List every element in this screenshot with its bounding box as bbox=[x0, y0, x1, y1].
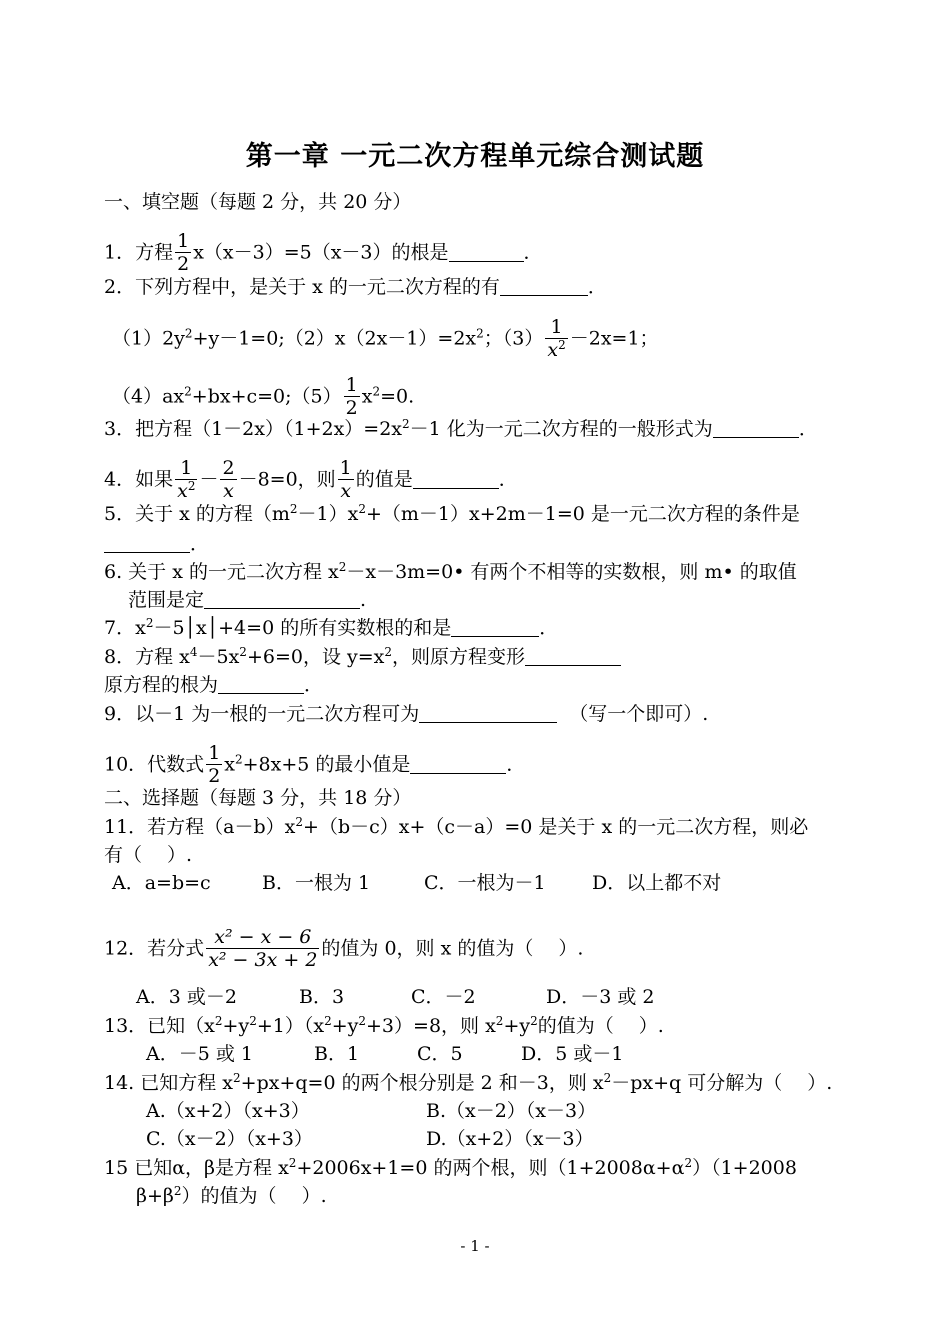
question-1: 1．方程 $\frac{1}{2}$ x（x－3）=5（x－3）的根是 ． bbox=[104, 230, 543, 275]
question-6-continued: 范围是定 . bbox=[128, 589, 367, 611]
question-14: 14. 已知方程 $x^2+px+q=0$ 的两个根分别是 2 和－3，则 $x^2-px+q$ 可分解为（ ）. bbox=[104, 1071, 833, 1094]
question-9: 9．以－1 为一根的一元二次方程可为 （写一个即可）. bbox=[104, 703, 709, 725]
question-2-options-line2: $(4)ax^2+bx+c=0;(5)$ $\frac{1}{2}$ $x^2=0$. bbox=[112, 374, 415, 419]
fraction: $\frac{1}{2}$ bbox=[208, 742, 221, 787]
question-12-options bbox=[136, 985, 655, 1009]
question-11-options bbox=[112, 871, 721, 895]
answer-blank bbox=[713, 419, 799, 438]
question-2-options-line1: $(1)2y^2+y-1=0;(2)x(2x-1)=2x^2$；（3） $\frac{1}{x^2}$ －2x=1； bbox=[112, 316, 659, 361]
section-fill-blank-heading: 一、填空题（每题 2 分，共 20 分） bbox=[104, 191, 412, 213]
question-8-continued: 原方程的根为 ． bbox=[104, 674, 324, 696]
fraction: $\frac{\text{x² − x − 6}}{\text{x² − 3x + 2}}$ bbox=[208, 926, 318, 971]
answer-blank bbox=[525, 647, 621, 666]
question-15: 15 已知α，β是方程 $x^2+2006x+1=0$ 的两个根，则$(1+2008\alpha+\alpha^2)(1+2008$ bbox=[104, 1156, 797, 1179]
answer-blank bbox=[413, 470, 499, 489]
question-7: 7．$x^2-5│x│+4=0$ 的所有实数根的和是 ． bbox=[104, 616, 559, 639]
question-5-continued: ． bbox=[104, 532, 209, 556]
option-a[interactable]: A．－5 或 1 bbox=[146, 1043, 253, 1065]
answer-blank bbox=[410, 755, 506, 774]
option-c[interactable]: C．一根为－1 bbox=[424, 872, 546, 894]
question-4: 4．如果 $\frac{1}{x^2}$ － $\frac{2}{x}$ －8=0，则 $\frac{1}{x}$ 的值是 ． bbox=[104, 457, 518, 502]
question-11: 11．若方程$(a-b)x^2+(b-c)x+(c-a)=0$ 是关于 x 的一元二次方程，则必 bbox=[104, 815, 809, 838]
option-b[interactable]: B．3 bbox=[299, 986, 345, 1008]
option-b[interactable]: B．1 bbox=[314, 1043, 360, 1065]
option-d[interactable]: D.（x+2）（x－3） bbox=[426, 1128, 594, 1150]
section-multiple-choice-heading: 二、选择题（每题 3 分，共 18 分） bbox=[104, 787, 412, 809]
option-a[interactable]: A．3 或－2 bbox=[136, 986, 237, 1008]
question-3: 3．把方程$(1-2x)(1+2x)=2x^2-1$ 化为一元二次方程的一般形式为 ． bbox=[104, 417, 818, 440]
option-a[interactable]: A.（x+2）（x+3） bbox=[146, 1100, 310, 1122]
answer-blank bbox=[500, 277, 588, 296]
option-d[interactable]: D．－3 或 2 bbox=[546, 986, 655, 1008]
option-d[interactable]: D．以上都不对 bbox=[592, 872, 722, 894]
fraction: $\frac{2}{x}$ bbox=[222, 457, 235, 502]
fraction: $\frac{1}{x^2}$ bbox=[177, 457, 196, 502]
answer-blank bbox=[218, 675, 304, 694]
fraction: $\frac{1}{2}$ bbox=[177, 230, 190, 275]
question-13-options bbox=[146, 1042, 623, 1066]
question-11-continued: 有（ ）. bbox=[104, 844, 193, 866]
option-c[interactable]: C．5 bbox=[417, 1043, 463, 1065]
question-12: 12．若分式 $\frac{\text{x² − x − 6}}{\text{x² − 3x + 2}}$ 的值为 0，则 x 的值为（ ）. bbox=[104, 926, 584, 971]
page-title: 第一章 一元二次方程单元综合测试题 bbox=[245, 141, 705, 172]
question-5: 5．关于 x 的方程$(m^2-1)x^2+(m-1)x+2m-1=0$ 是一元二次方程的条件是 bbox=[104, 502, 800, 525]
question-8: 8．方程 $x^4-5x^2+6=0$，设 $y=x^2$，则原方程变形 bbox=[104, 645, 621, 669]
option-a[interactable]: A．a=b=c bbox=[112, 872, 211, 894]
option-b[interactable]: B.（x－2）（x－3） bbox=[426, 1100, 597, 1122]
question-15-continued: $\beta+\beta^2$）的值为（ ）. bbox=[136, 1184, 327, 1207]
question-6: 6. 关于 x 的一元二次方程 $x^2-x-3m=0•$ 有两个不相等的实数根，则 m• 的取值 bbox=[104, 560, 797, 583]
answer-blank bbox=[451, 618, 539, 637]
answer-blank bbox=[104, 534, 190, 553]
answer-blank bbox=[449, 243, 524, 262]
question-13: 13．已知$(x^2+y^2+1)(x^2+y^2+3)=8$，则 $x^2+y^2$的值为（ ）. bbox=[104, 1014, 664, 1037]
question-10: 10．代数式 $\frac{1}{2}$ $x^2+8x+5$ 的最小值是 ． bbox=[104, 742, 526, 787]
question-14-options-line1 bbox=[146, 1099, 596, 1123]
question-14-options-line2 bbox=[146, 1127, 594, 1151]
answer-blank bbox=[204, 590, 360, 609]
fraction: $\frac{1}{2}$ bbox=[345, 374, 358, 419]
fraction: $\frac{1}{x^2}$ bbox=[547, 316, 566, 361]
answer-blank bbox=[419, 704, 557, 723]
option-b[interactable]: B．一根为 1 bbox=[262, 872, 371, 894]
question-2: 2．下列方程中，是关于 x 的一元二次方程的有 ． bbox=[104, 276, 607, 298]
option-c[interactable]: C.（x－2）（x+3） bbox=[146, 1128, 313, 1150]
option-d[interactable]: D．5 或－1 bbox=[521, 1043, 624, 1065]
page-number: - 1 - bbox=[460, 1237, 490, 1255]
fraction: $\frac{1}{x}$ bbox=[339, 457, 352, 502]
option-c[interactable]: C．－2 bbox=[411, 986, 476, 1008]
